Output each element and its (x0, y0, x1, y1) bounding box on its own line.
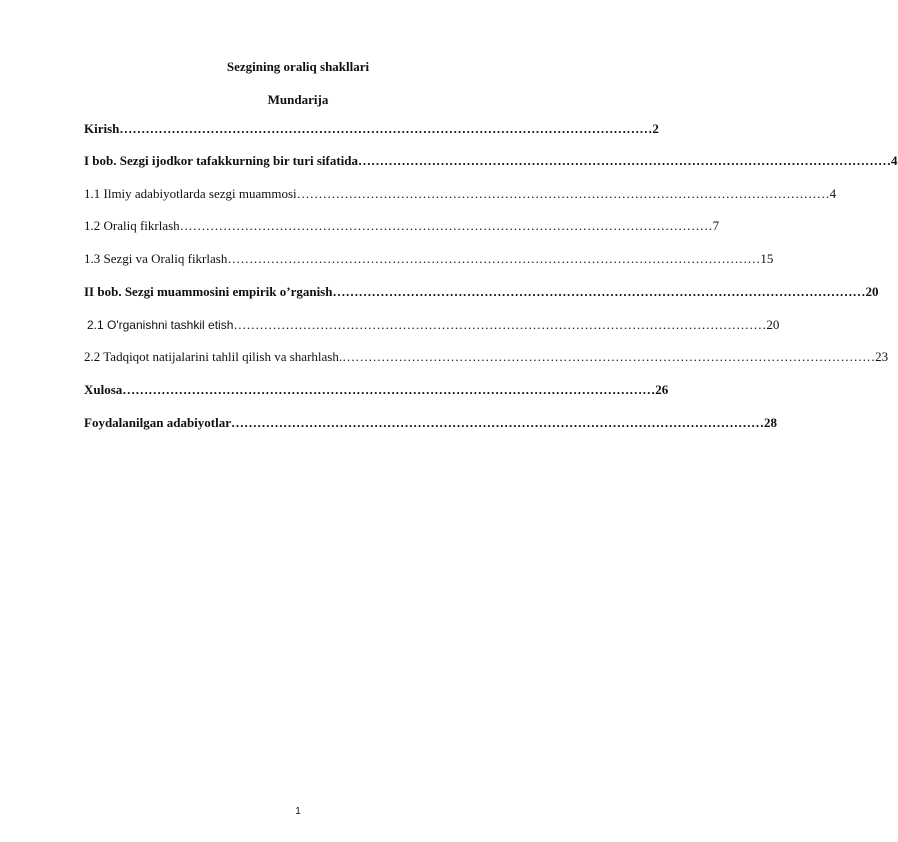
toc-entry-page: 7 (712, 218, 720, 233)
toc-entry-adabiyotlar (84, 415, 777, 431)
toc-entry-label: 2.1 O'rganishni tashkil etish (87, 318, 234, 332)
toc-leader-dots: …………………………………………………………………………………………………………… (233, 317, 767, 332)
toc-entry-page: 4 (891, 153, 898, 168)
toc-leader-dots: …………………………………………………………………………………………………………… (358, 153, 892, 168)
toc-entry-label: II bob. Sezgi muammosini empirik o’rganish (84, 284, 333, 299)
toc-entry-page: 2 (652, 121, 659, 136)
toc-entry-1-3 (84, 251, 774, 267)
toc-leader-dots: …………………………………………………………………………………………………………… (119, 121, 653, 136)
toc-entry-page: 23 (875, 349, 889, 364)
toc-entry-page: 28 (764, 415, 777, 430)
toc-entry-label: I bob. Sezgi ijodkor tafakkurning bir turi sifatida (84, 153, 359, 168)
toc-entry-page: 26 (655, 382, 669, 397)
toc-leader-dots: …………………………………………………………………………………………………………… (332, 284, 866, 299)
page-number: 1 (295, 806, 301, 817)
toc-entry-label: 1.2 Oraliq fikrlash (84, 218, 180, 233)
toc-entry-page: 20 (865, 284, 879, 299)
toc-entry-page: 4 (829, 186, 837, 201)
toc-entry-chapter-2 (84, 284, 879, 300)
toc-entry-label: Foydalanilgan adabiyotlar (84, 415, 231, 430)
toc-leader-dots: …………………………………………………………………………………………………………… (296, 186, 830, 201)
toc-leader-dots: …………………………………………………………………………………………………………… (179, 218, 713, 233)
toc-entry-xulosa (84, 382, 669, 398)
toc-entry-1-2 (84, 218, 720, 234)
toc-entry-label: Xulosa (84, 382, 123, 397)
toc-entry-label: 1.3 Sezgi va Oraliq fikrlash (84, 251, 228, 266)
toc-entry-label: Kirish (84, 121, 120, 136)
toc-entry-2-1 (87, 317, 780, 333)
toc-entry-2-2 (84, 349, 889, 365)
toc-leader-dots: …………………………………………………………………………………………………………… (227, 251, 761, 266)
toc-entry-kirish (84, 121, 659, 137)
toc-entry-label: 1.1 Ilmiy adabiyotlarda sezgi muammosi (84, 186, 297, 201)
toc-leader-dots: …………………………………………………………………………………………………………… (231, 415, 764, 430)
toc-heading: Mundarija (267, 92, 329, 107)
toc-entry-page: 20 (766, 317, 780, 332)
toc-entry-page: 15 (760, 251, 774, 266)
toc-entry-1-1 (84, 186, 837, 202)
toc-entry-label: 2.2 Tadqiqot natijalarini tahlil qilish va sharhlash. (84, 349, 343, 364)
toc-entry-chapter-1 (84, 153, 898, 169)
document-title: Sezgining oraliq shakllari (226, 59, 370, 74)
toc-leader-dots: …………………………………………………………………………………………………………… (342, 349, 876, 364)
toc-leader-dots: …………………………………………………………………………………………………………… (122, 382, 656, 397)
